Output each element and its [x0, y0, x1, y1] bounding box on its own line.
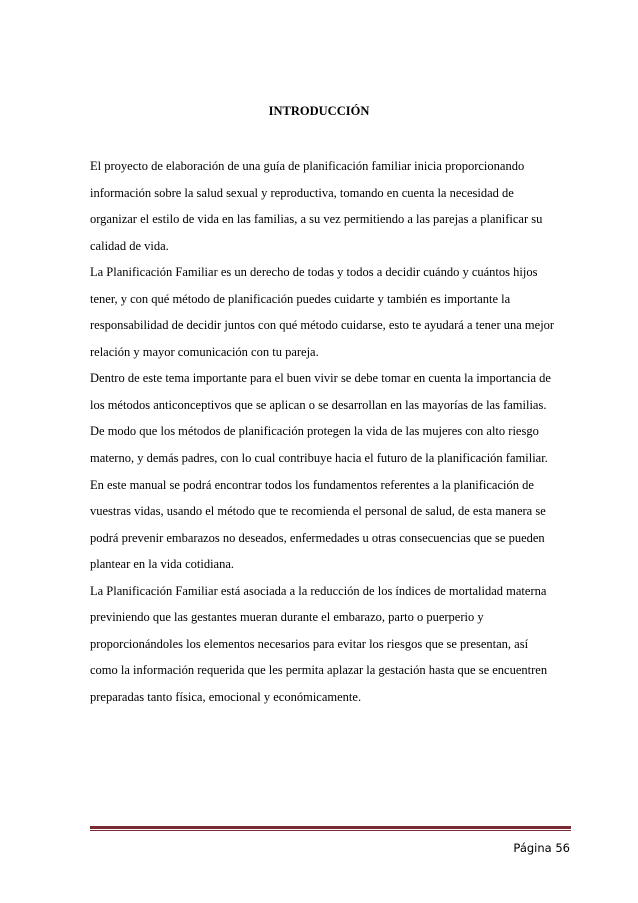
text-line: La Planificación Familiar es un derecho de todas y todos a decidir cuándo y cuántos hijos	[90, 265, 538, 280]
text-line: información sobre la salud sexual y reproductiva, tomando en cuenta la necesidad de	[90, 185, 514, 200]
page-title: INTRODUCCIÓN	[268, 104, 370, 118]
text-line: En este manual se podrá encontrar todos los fundamentos referentes a la planificación de	[90, 477, 534, 492]
body-text	[90, 153, 570, 710]
text-line: materno, y demás padres, con lo cual contribuye hacia el futuro de la planificación familiar.	[90, 451, 548, 466]
text-line: plantear en la vida cotidiana.	[90, 557, 235, 572]
text-line: El proyecto de elaboración de una guía de planificación familiar inicia proporcionando	[90, 159, 525, 173]
text-line: tener, y con qué método de planificación puedes cuidarte y también es importante la	[90, 291, 511, 306]
text-line: proporcionándoles los elementos necesarios para evitar los riesgos que se presentan, así	[90, 636, 529, 651]
text-line: relación y mayor comunicación con tu pareja.	[90, 344, 319, 359]
page-number: Página 56	[513, 841, 570, 855]
text-line: los métodos anticonceptivos que se aplican o se desarrollan en las mayorías de las familias.	[90, 397, 547, 412]
text-line: Dentro de este tema importante para el buen vivir se debe tomar en cuenta la importancia de	[90, 371, 551, 386]
text-line: De modo que los métodos de planificación protegen la vida de las mujeres con alto riesgo	[90, 424, 539, 439]
text-line: organizar el estilo de vida en las familias, a su vez permitiendo a las parejas a planificar su	[90, 212, 543, 227]
text-line: previniendo que las gestantes mueran durante el embarazo, parto o puerperio y	[90, 610, 484, 625]
text-line: preparadas tanto física, emocional y económicamente.	[90, 689, 362, 704]
text-line: como la información requerida que les permita aplazar la gestación hasta que se encuentren	[90, 663, 548, 678]
text-line: calidad de vida.	[90, 238, 169, 253]
text-line: responsabilidad de decidir juntos con qué método cuidarse, esto te ayudará a tener una mejor	[90, 318, 555, 333]
text-line: vuestras vidas, usando el método que te recomienda el personal de salud, de esta manera se	[90, 504, 546, 519]
text-line: podrá prevenir embarazos no deseados, enfermedades u otras consecuencias que se pueden	[90, 530, 545, 545]
footer-rule-thin	[90, 830, 571, 831]
text-line: La Planificación Familiar está asociada a la reducción de los índices de mortalidad materna	[90, 583, 547, 598]
footer-rule	[90, 826, 571, 831]
